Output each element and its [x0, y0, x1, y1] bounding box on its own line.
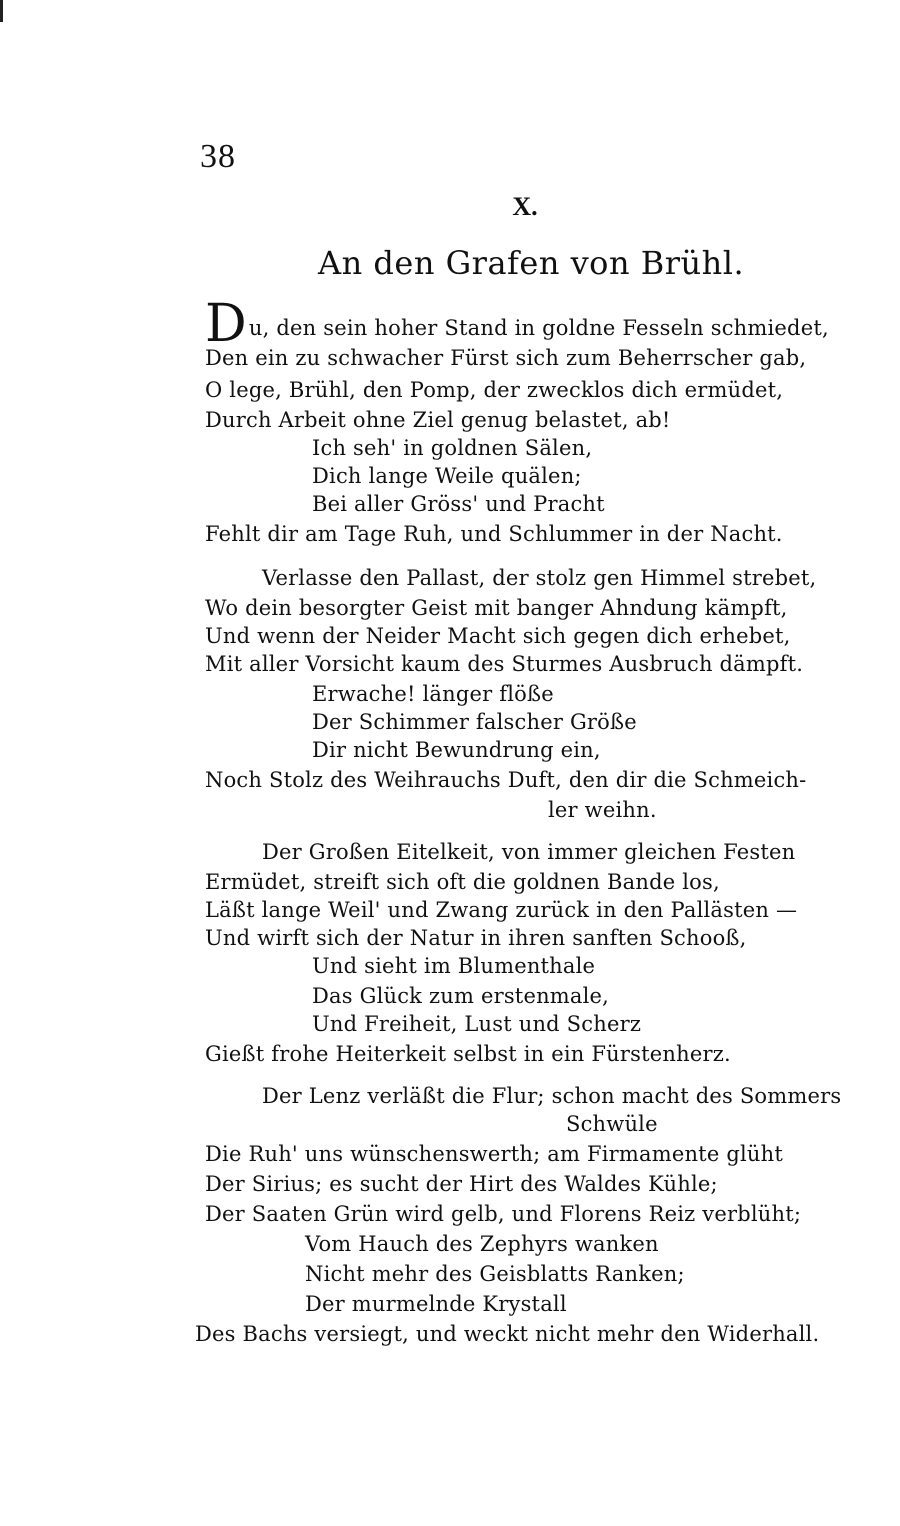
- poem-line: Ermüdet, streift sich oft die goldnen Bande los,: [205, 870, 720, 894]
- poem-line: Gießt frohe Heiterkeit selbst in ein Fürstenherz.: [205, 1042, 731, 1066]
- poem-line: Fehlt dir am Tage Ruh, und Schlummer in der Nacht.: [205, 522, 783, 546]
- poem-line: Dich lange Weile quälen;: [312, 464, 582, 488]
- poem-line: Bei aller Gröss' und Pracht: [312, 492, 605, 516]
- poem-line: Und sieht im Blumenthale: [312, 954, 596, 978]
- poem-line-text: u, den sein hoher Stand in goldne Fesseln schmiedet,: [248, 316, 829, 340]
- poem-line: Der Sirius; es sucht der Hirt des Waldes Kühle;: [205, 1172, 718, 1196]
- poem-line: Verlasse den Pallast, der stolz gen Himmel strebet,: [262, 566, 817, 590]
- poem-line: Den ein zu schwacher Fürst sich zum Beherrscher gab,: [205, 346, 807, 370]
- poem-line: Das Glück zum erstenmale,: [312, 984, 610, 1008]
- poem-line: O lege, Brühl, den Pomp, der zwecklos dich ermüdet,: [205, 378, 784, 402]
- poem-line: Nicht mehr des Geisblatts Ranken;: [305, 1262, 685, 1286]
- poem-title: An den Grafen von Brühl.: [318, 244, 745, 282]
- poem-line: [205, 294, 829, 354]
- poem-line: Die Ruh' uns wünschenswerth; am Firmamente glüht: [205, 1142, 783, 1166]
- poem-line: Wo dein besorgter Geist mit banger Ahndung kämpft,: [205, 596, 788, 620]
- drop-cap: D: [205, 294, 247, 354]
- poem-line: Der Saaten Grün wird gelb, und Florens Reiz verblüht;: [205, 1202, 802, 1226]
- poem-line: Und Freiheit, Lust und Scherz: [312, 1012, 642, 1036]
- poem-line: Noch Stolz des Weihrauchs Duft, den dir die Schmeich-: [205, 768, 807, 792]
- poem-line: Vom Hauch des Zephyrs wanken: [305, 1232, 659, 1256]
- poem-line: Der Schimmer falscher Größe: [312, 710, 637, 734]
- poem-line: ler weihn.: [548, 798, 657, 822]
- poem-line: Mit aller Vorsicht kaum des Sturmes Ausbruch dämpft.: [205, 652, 804, 676]
- poem-line: Durch Arbeit ohne Ziel genug belastet, ab!: [205, 408, 671, 432]
- scan-edge-mark: [0, 0, 3, 22]
- poem-line: Und wirft sich der Natur in ihren sanften Schooß,: [205, 926, 747, 950]
- poem-numeral: X.: [512, 192, 538, 221]
- poem-line: Der Großen Eitelkeit, von immer gleichen Festen: [262, 840, 796, 864]
- poem-line: Des Bachs versiegt, und weckt nicht mehr den Widerhall.: [195, 1322, 820, 1346]
- poem-line: Erwache! länger flöße: [312, 682, 554, 706]
- poem-line: Läßt lange Weil' und Zwang zurück in den Pallästen —: [205, 898, 798, 922]
- poem-line: Der Lenz verläßt die Flur; schon macht des Sommers: [262, 1084, 842, 1108]
- page-number: 38: [200, 138, 236, 175]
- poem-line: Ich seh' in goldnen Sälen,: [312, 436, 593, 460]
- poem-line: Schwüle: [566, 1112, 658, 1136]
- poem-line: Dir nicht Bewundrung ein,: [312, 738, 601, 762]
- poem-line: Der murmelnde Krystall: [305, 1292, 567, 1316]
- poem-line: Und wenn der Neider Macht sich gegen dich erhebet,: [205, 624, 791, 648]
